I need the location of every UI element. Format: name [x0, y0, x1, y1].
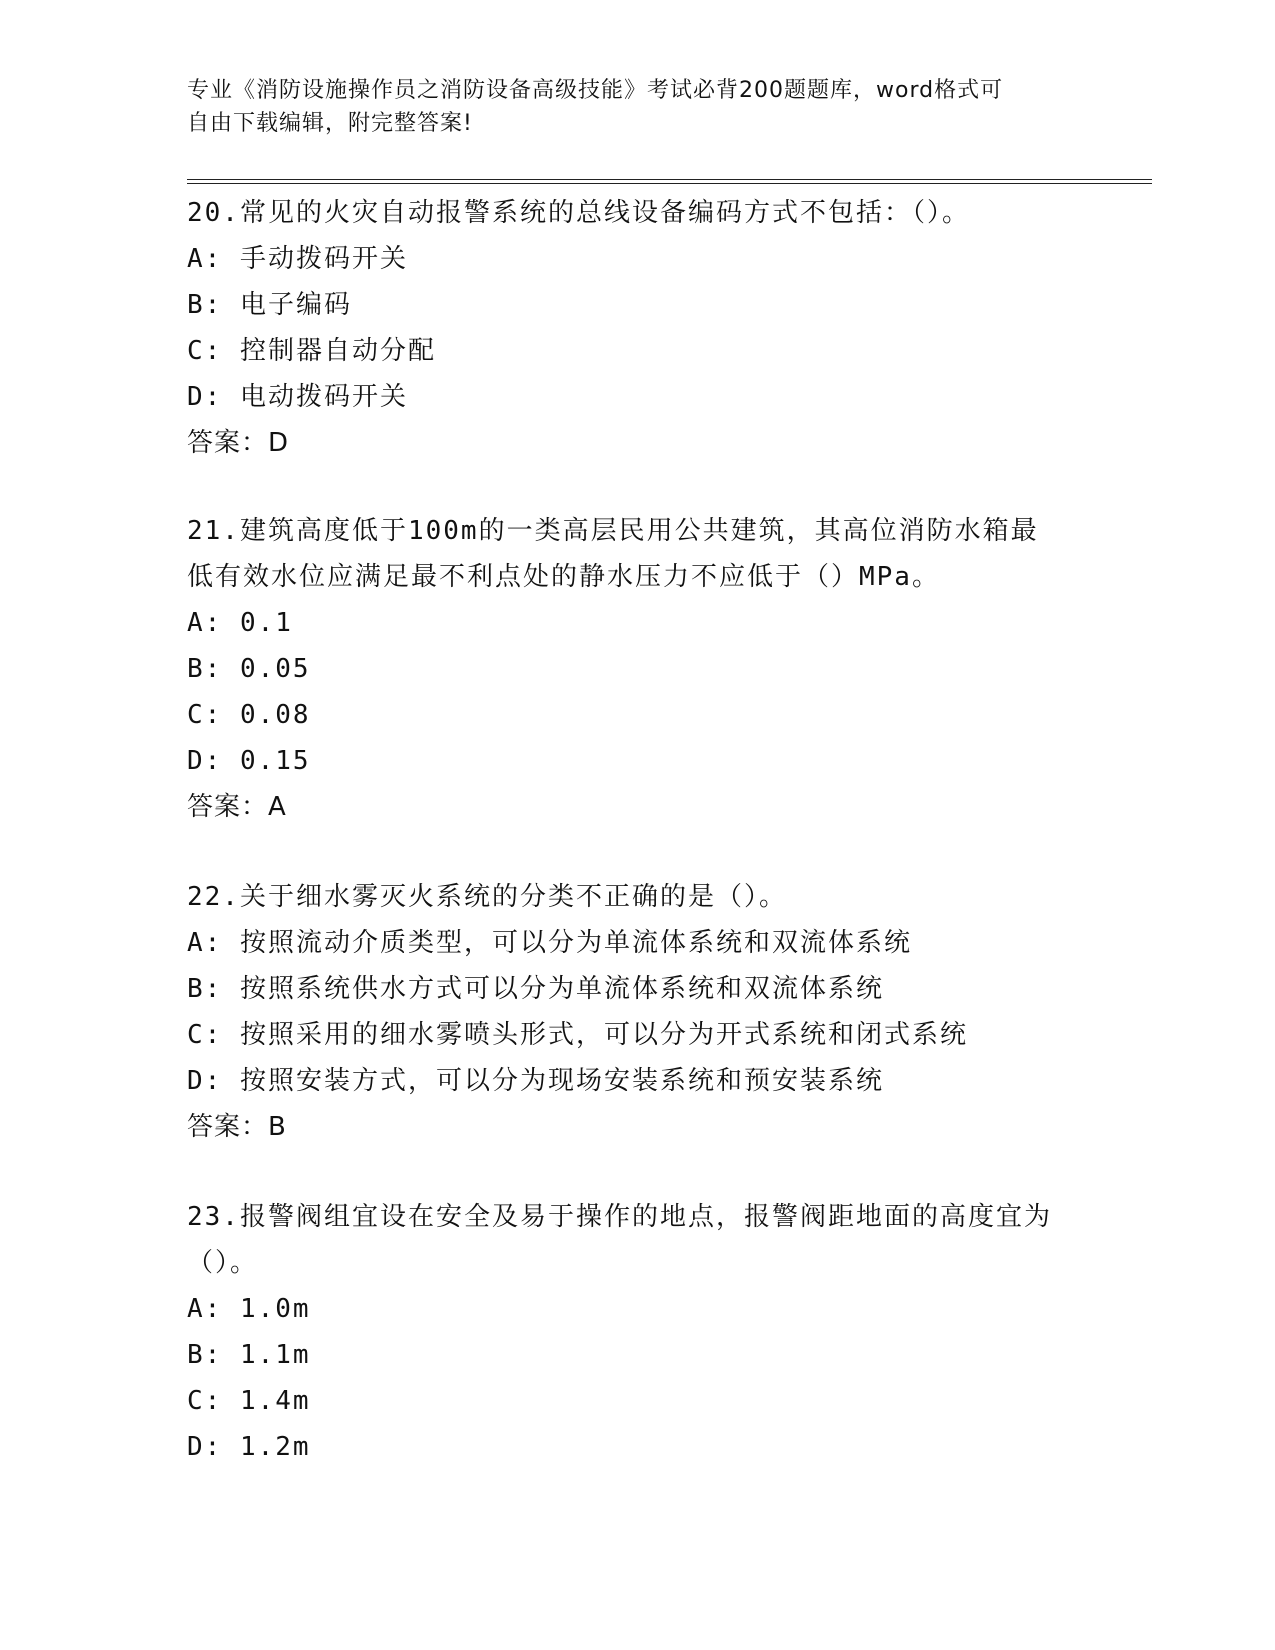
option-a: A: 0.1 [187, 608, 293, 638]
option-c: C: 1.4m [187, 1386, 311, 1416]
question-21 [187, 508, 1087, 830]
question-23 [187, 1194, 1087, 1470]
option-b: B: 1.1m [187, 1340, 311, 1370]
option-a: A: 手动拨码开关 [187, 244, 408, 274]
option-b: B: 按照系统供水方式可以分为单流体系统和双流体系统 [187, 974, 884, 1004]
option-b: B: 0.05 [187, 654, 311, 684]
option-a: A: 按照流动介质类型，可以分为单流体系统和双流体系统 [187, 928, 912, 958]
answer: 答案：A [187, 792, 287, 822]
question-text-line-1: 23.报警阀组宜设在安全及易于操作的地点，报警阀距地面的高度宜为 [187, 1202, 1052, 1232]
question-text-line-2: （）。 [187, 1248, 259, 1278]
option-b: B: 电子编码 [187, 290, 352, 320]
question-text-line-1: 21.建筑高度低于100m的一类高层民用公共建筑，其高位消防水箱最 [187, 516, 1039, 546]
question-text: 20.常见的火灾自动报警系统的总线设备编码方式不包括：（）。 [187, 198, 970, 228]
option-c: C: 按照采用的细水雾喷头形式，可以分为开式系统和闭式系统 [187, 1020, 968, 1050]
option-c: C: 0.08 [187, 700, 311, 730]
header-line-1: 专业《消防设施操作员之消防设备高级技能》考试必背200题题库，word格式可 [187, 78, 1004, 103]
question-text: 22.关于细水雾灭火系统的分类不正确的是（）。 [187, 882, 787, 912]
option-d: D: 0.15 [187, 746, 311, 776]
option-c: C: 控制器自动分配 [187, 336, 436, 366]
header-line-2: 自由下载编辑，附完整答案! [187, 111, 473, 136]
question-20 [187, 190, 1087, 466]
option-d: D: 1.2m [187, 1432, 311, 1462]
question-text-line-2: 低有效水位应满足最不利点处的静水压力不应低于（）MPa。 [187, 562, 940, 592]
document-header [187, 74, 1067, 140]
option-d: D: 电动拨码开关 [187, 382, 408, 412]
answer: 答案：B [187, 1112, 287, 1142]
answer: 答案：D [187, 428, 290, 458]
option-d: D: 按照安装方式，可以分为现场安装系统和预安装系统 [187, 1066, 884, 1096]
header-divider-bottom [187, 183, 1152, 184]
header-divider-top [187, 179, 1152, 180]
question-22 [187, 874, 1087, 1150]
option-a: A: 1.0m [187, 1294, 311, 1324]
